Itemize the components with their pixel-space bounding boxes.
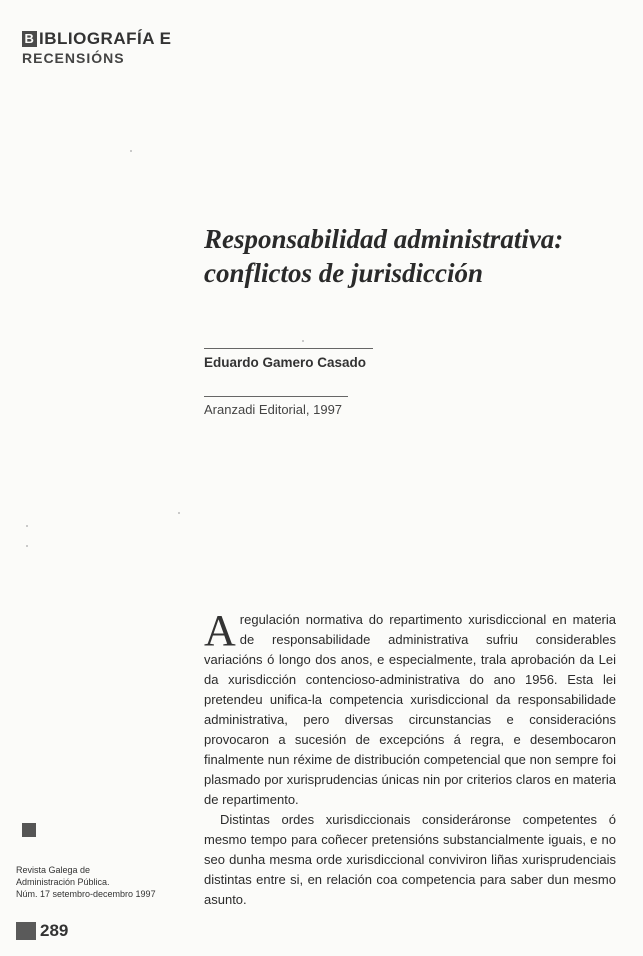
article-body	[204, 606, 616, 910]
title-line-1: Responsabilidad administrativa:	[204, 224, 564, 254]
scan-speck	[26, 545, 28, 547]
section-initial-box: B	[22, 31, 37, 47]
section-heading-line2: RECENSIÓNS	[22, 50, 125, 66]
title-line-2: conflictos de jurisdicción	[204, 258, 483, 288]
article-title	[204, 222, 624, 290]
page-marker-square	[16, 922, 36, 940]
scan-speck	[130, 150, 132, 152]
scan-speck	[178, 512, 180, 514]
author-rule	[204, 348, 373, 349]
journal-line-3: Núm. 17 setembro-decembro 1997	[16, 889, 156, 899]
journal-line-2: Administración Pública.	[16, 877, 110, 887]
paragraph-1-text: regulación normativa do repartimento xurisdiccional en materia de responsabilidade administrativa sufriu considerables variacións ó longo dos anos, e especialmente, trala aprobación da Lei da xurisdicción contencioso-administrativa do ano 1956. Esta lei pretendeu unifica-la competencia xurisdiccional da responsabilidade administrativa, pero diversas circunstancias e consideracións provocaron a sucesión de excepcións á regra, e desembocaron finalmente nun réxime de distribución competencial que non sempre foi plasmado por xurisprudencias únicas nin por criterios claros en materia de repartimento.	[204, 612, 616, 807]
journal-info	[16, 864, 156, 900]
page-number: 289	[40, 921, 69, 940]
drop-cap: A	[204, 606, 236, 655]
side-marker-square	[22, 823, 36, 837]
section-heading-text: IBLIOGRAFÍA E	[39, 29, 172, 48]
scan-speck	[26, 525, 28, 527]
publisher-rule	[204, 396, 348, 397]
section-heading	[22, 30, 171, 65]
section-heading-line1	[22, 30, 171, 47]
journal-line-1: Revista Galega de	[16, 865, 91, 875]
paragraph-2: Distintas ordes xurisdiccionais consideráronse competentes ó mesmo tempo para coñecer pretensións substancialmente iguais, e no seo dunha mesma orde xurisdiccional conviviron liñas xurisprudenciais distintas entre si, en relación coa competencia para saber dun mesmo asunto.	[204, 812, 616, 907]
author-name: Eduardo Gamero Casado	[204, 355, 367, 370]
paragraph-1	[204, 606, 616, 810]
scan-speck	[302, 340, 304, 342]
publisher-info: Aranzadi Editorial, 1997	[204, 402, 343, 417]
